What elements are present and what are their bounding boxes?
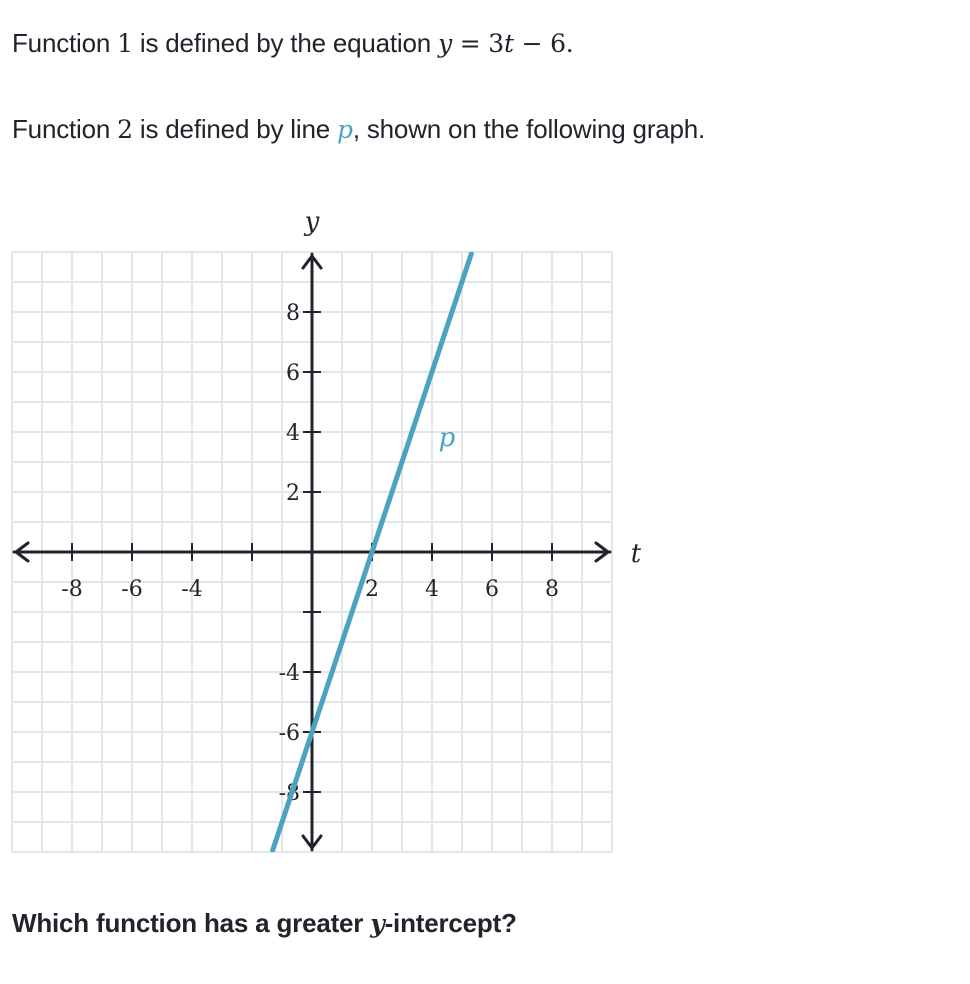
- function-2-suffix: , shown on the following graph.: [352, 114, 706, 144]
- y-tick-label: -4: [278, 661, 300, 686]
- y-axis-title: y: [304, 207, 320, 237]
- line-p-variable: p: [337, 115, 353, 144]
- question-variable: y: [370, 909, 385, 938]
- coordinate-graph: [0, 190, 680, 870]
- equation-equals: =: [452, 29, 489, 58]
- y-tick-label: 2: [286, 481, 300, 506]
- x-tick-label: 4: [425, 577, 439, 602]
- function-1-statement: [12, 28, 574, 59]
- equation-t: t: [503, 29, 514, 58]
- x-tick-label: -8: [61, 577, 83, 602]
- question-suffix: -intercept?: [384, 908, 517, 938]
- function-1-equation: [438, 29, 566, 58]
- y-tick-label: -6: [278, 721, 300, 746]
- axis-labels: [304, 207, 642, 569]
- x-tick-label: 8: [545, 577, 559, 602]
- line-p-label: p: [438, 423, 456, 453]
- function-1-number: 1: [117, 29, 133, 58]
- x-tick-label: 2: [365, 577, 379, 602]
- equation-y: y: [438, 29, 452, 58]
- function-2-statement: [12, 114, 705, 145]
- question-text: [12, 908, 517, 939]
- y-tick-label: 8: [286, 301, 300, 326]
- function-2-prefix: Function: [12, 114, 118, 144]
- function-2-number: 2: [117, 115, 133, 144]
- y-tick-label: 6: [286, 361, 300, 386]
- equation-coefficient: 3: [488, 29, 504, 58]
- function-1-prefix: Function: [12, 28, 118, 58]
- x-tick-label: -6: [121, 577, 143, 602]
- x-tick-label: 6: [485, 577, 499, 602]
- function-2-middle: is defined by line: [132, 114, 338, 144]
- function-1-period: .: [565, 29, 574, 58]
- function-1-middle: is defined by the equation: [132, 28, 439, 58]
- question-prefix: Which function has a greater: [12, 908, 371, 938]
- y-tick-label: -8: [278, 781, 300, 806]
- axes: [14, 254, 610, 850]
- y-tick-label: 4: [286, 421, 300, 446]
- equation-constant: − 6: [513, 29, 566, 58]
- x-axis-title: t: [630, 539, 642, 569]
- x-tick-label: -4: [181, 577, 203, 602]
